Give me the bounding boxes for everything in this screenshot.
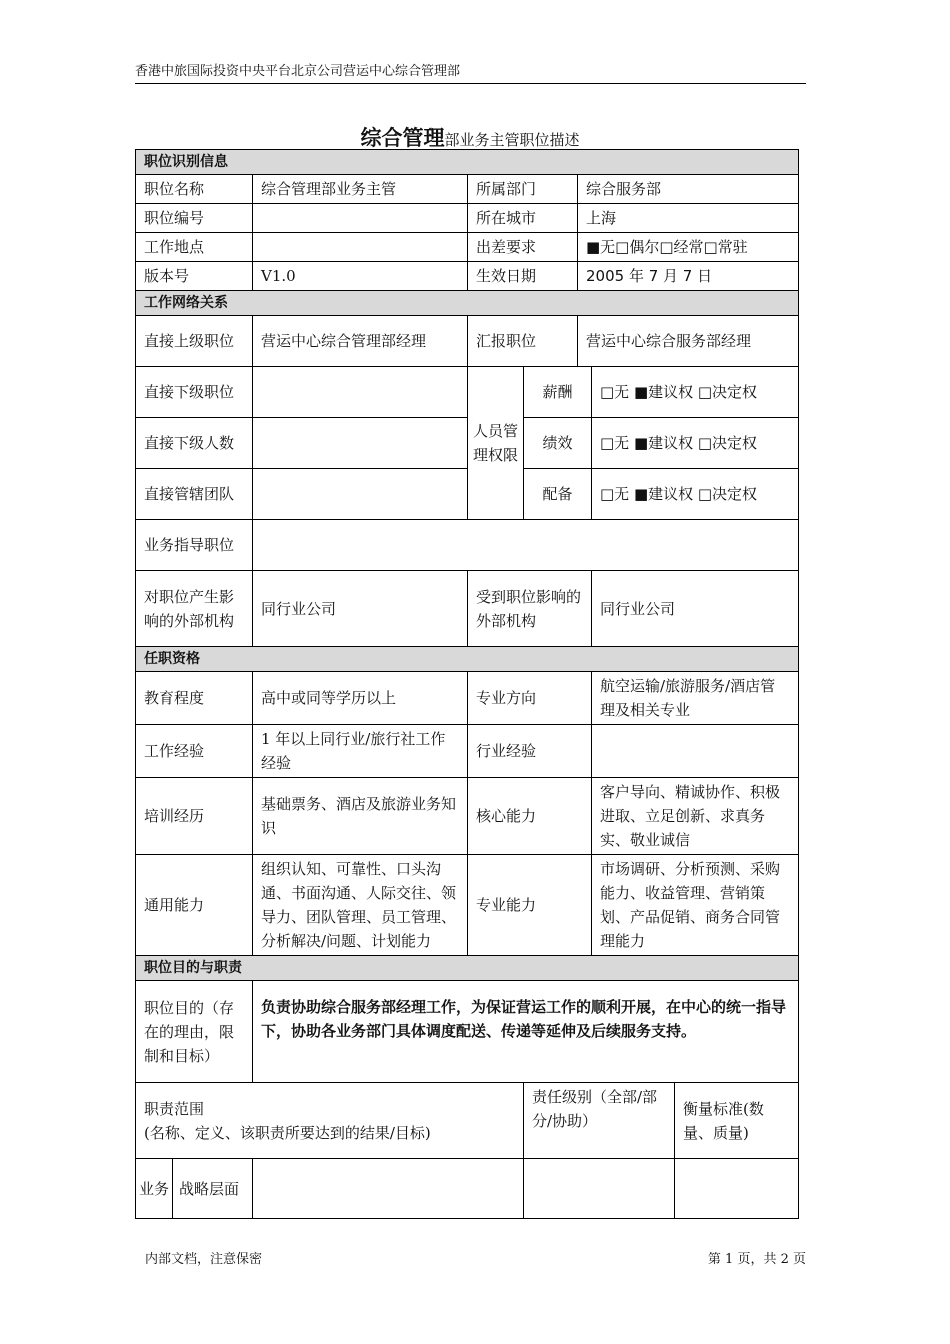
label-hr-salary: 薪酬 — [524, 367, 592, 418]
label-team: 直接管辖团队 — [136, 469, 253, 520]
document-header: 香港中旅国际投资中央平台北京公司营运中心综合管理部 — [135, 64, 461, 79]
label-effective-date: 生效日期 — [468, 262, 578, 291]
value-travel: ■无□偶尔□经常□常驻 — [578, 233, 799, 262]
value-hr-performance: □无 ■建议权 □决定权 — [592, 418, 799, 469]
label-industry-exp: 行业经验 — [468, 725, 592, 778]
label-general-ability: 通用能力 — [136, 855, 253, 956]
value-strategy-level — [524, 1159, 675, 1219]
value-hr-salary: □无 ■建议权 □决定权 — [592, 367, 799, 418]
value-team — [253, 469, 468, 520]
label-professional-ability: 专业能力 — [468, 855, 592, 956]
value-experience: 1 年以上同行业/旅行社工作经验 — [253, 725, 468, 778]
value-strategy-measure — [675, 1159, 799, 1219]
value-strategy-scope — [253, 1159, 524, 1219]
section-heading-qualification: 任职资格 — [136, 647, 799, 672]
label-work-location: 工作地点 — [136, 233, 253, 262]
value-ext-impact: 同行业公司 — [253, 571, 468, 647]
position-description-table — [135, 149, 799, 1219]
title-main: 综合管理 — [360, 126, 445, 150]
label-hr-authority: 人员管理权限 — [468, 367, 524, 520]
value-ext-affected: 同行业公司 — [592, 571, 799, 647]
value-core-ability: 客户导向、精诚协作、积极进取、立足创新、求真务实、敬业诚信 — [592, 778, 799, 855]
value-sub-position — [253, 367, 468, 418]
value-position-name: 综合管理部业务主管 — [253, 175, 468, 204]
label-core-ability: 核心能力 — [468, 778, 592, 855]
value-work-location — [253, 233, 468, 262]
label-education: 教育程度 — [136, 672, 253, 725]
section-heading-identification: 职位识别信息 — [136, 150, 799, 175]
footer-page-number: 第 1 页，共 2 页 — [707, 1252, 806, 1267]
label-city: 所在城市 — [468, 204, 578, 233]
label-hr-staffing: 配备 — [524, 469, 592, 520]
label-position-code: 职位编号 — [136, 204, 253, 233]
label-scope-title: 职责范围 — [144, 1099, 205, 1118]
document-title — [135, 122, 805, 152]
value-version: V1.0 — [253, 262, 468, 291]
label-guide: 业务指导职位 — [136, 520, 253, 571]
label-sub-count: 直接下级人数 — [136, 418, 253, 469]
value-general-ability: 组织认知、可靠性、口头沟通、书面沟通、人际交往、领导力、团队管理、员工管理、分析解决/问题、计划能力 — [253, 855, 468, 956]
label-position-name: 职位名称 — [136, 175, 253, 204]
footer-confidential: 内部文档，注意保密 — [145, 1252, 263, 1267]
label-department: 所属部门 — [468, 175, 578, 204]
label-measure: 衡量标准(数量、质量) — [675, 1083, 799, 1159]
label-scope-desc: (名称、定义、该职责所要达到的结果/目标) — [144, 1123, 431, 1142]
label-business: 业务 — [136, 1159, 173, 1219]
value-major: 航空运输/旅游服务/酒店管理及相关专业 — [592, 672, 799, 725]
label-report: 汇报职位 — [468, 316, 578, 367]
label-training: 培训经历 — [136, 778, 253, 855]
value-guide — [253, 520, 799, 571]
label-ext-impact: 对职位产生影响的外部机构 — [136, 571, 253, 647]
value-purpose: 负责协助综合服务部经理工作，为保证营运工作的顺利开展，在中心的统一指导下，协助各业务部门具体调度配送、传递等延伸及后续服务支持。 — [253, 981, 799, 1083]
value-position-code — [253, 204, 468, 233]
label-ext-affected: 受到职位影响的外部机构 — [468, 571, 592, 647]
label-sub-position: 直接下级职位 — [136, 367, 253, 418]
label-superior: 直接上级职位 — [136, 316, 253, 367]
value-superior: 营运中心综合管理部经理 — [253, 316, 468, 367]
value-training: 基础票务、酒店及旅游业务知识 — [253, 778, 468, 855]
value-city: 上海 — [578, 204, 799, 233]
value-effective-date: 2005 年 7 月 7 日 — [578, 262, 799, 291]
value-education: 高中或同等学历以上 — [253, 672, 468, 725]
value-sub-count — [253, 418, 468, 469]
value-hr-staffing: □无 ■建议权 □决定权 — [592, 469, 799, 520]
header-rule — [135, 83, 806, 84]
label-hr-performance: 绩效 — [524, 418, 592, 469]
label-travel: 出差要求 — [468, 233, 578, 262]
label-purpose: 职位目的（存在的理由，限制和目标） — [136, 981, 253, 1083]
value-report: 营运中心综合服务部经理 — [578, 316, 799, 367]
label-scope — [136, 1083, 524, 1159]
value-industry-exp — [592, 725, 799, 778]
value-department: 综合服务部 — [578, 175, 799, 204]
label-strategy-level: 战略层面 — [173, 1159, 253, 1219]
section-heading-network: 工作网络关系 — [136, 291, 799, 316]
section-heading-purpose: 职位目的与职责 — [136, 956, 799, 981]
label-version: 版本号 — [136, 262, 253, 291]
label-experience: 工作经验 — [136, 725, 253, 778]
title-rest: 部业务主管职位描述 — [444, 131, 580, 149]
label-responsibility-level: 责任级别（全部/部分/协助） — [524, 1083, 675, 1159]
value-professional-ability: 市场调研、分析预测、采购能力、收益管理、营销策划、产品促销、商务合同管理能力 — [592, 855, 799, 956]
label-major: 专业方向 — [468, 672, 592, 725]
